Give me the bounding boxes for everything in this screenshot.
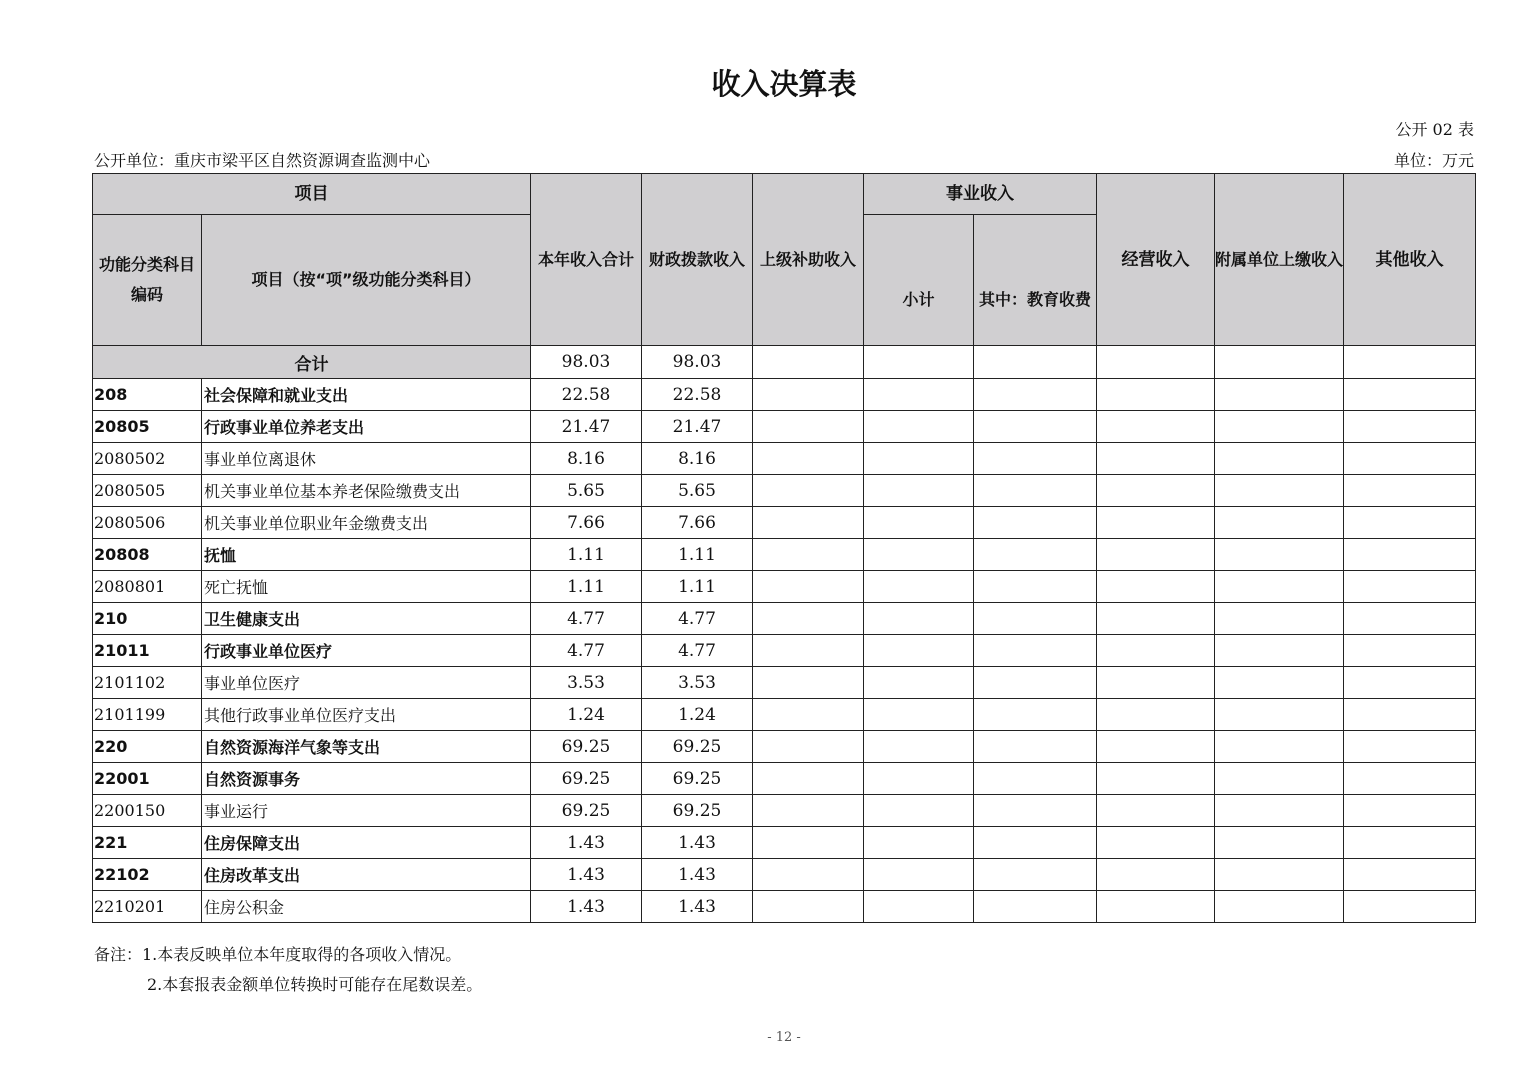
empty-cell	[1097, 731, 1215, 763]
empty-cell	[1215, 667, 1344, 699]
row-code: 22102	[93, 859, 202, 891]
empty-cell	[1097, 507, 1215, 539]
row-code: 20805	[93, 411, 202, 443]
row-code: 20808	[93, 539, 202, 571]
row-total: 8.16	[531, 443, 642, 475]
row-fiscal: 1.11	[642, 539, 753, 571]
empty-cell	[864, 699, 974, 731]
empty-cell	[1097, 539, 1215, 571]
header-subtotal: 小计	[864, 215, 974, 346]
empty-cell	[864, 763, 974, 795]
row-total: 3.53	[531, 667, 642, 699]
row-total: 1.11	[531, 539, 642, 571]
row-name: 死亡抚恤	[202, 571, 531, 603]
table-row	[93, 667, 1476, 699]
note-2: 2.本套报表金额单位转换时可能存在尾数误差。	[147, 975, 483, 994]
empty-cell	[753, 635, 864, 667]
header-other: 其他收入	[1344, 174, 1476, 346]
header-total: 本年收入合计	[531, 174, 642, 346]
header-affiliated: 附属单位上缴收入	[1215, 174, 1344, 346]
header-business: 事业收入	[864, 174, 1097, 215]
empty-cell	[864, 475, 974, 507]
empty-cell	[974, 379, 1097, 411]
empty-cell	[1215, 411, 1344, 443]
row-fiscal: 1.43	[642, 891, 753, 923]
header-name: 项目（按“项”级功能分类科目）	[202, 215, 531, 346]
empty-cell	[1344, 827, 1476, 859]
row-code: 2101199	[93, 699, 202, 731]
empty-cell	[1215, 699, 1344, 731]
row-fiscal: 8.16	[642, 443, 753, 475]
empty-cell	[864, 571, 974, 603]
row-code: 208	[93, 379, 202, 411]
empty-cell	[1097, 443, 1215, 475]
empty-cell	[1215, 443, 1344, 475]
empty-cell	[753, 411, 864, 443]
empty-cell	[753, 763, 864, 795]
row-fiscal: 21.47	[642, 411, 753, 443]
empty-cell	[1344, 891, 1476, 923]
empty-cell	[1344, 443, 1476, 475]
row-name: 事业运行	[202, 795, 531, 827]
empty-cell	[1344, 795, 1476, 827]
empty-cell	[1215, 475, 1344, 507]
empty-cell	[1097, 475, 1215, 507]
header-edu: 其中：教育收费	[974, 215, 1097, 346]
empty-cell	[974, 603, 1097, 635]
row-total: 5.65	[531, 475, 642, 507]
header-operating: 经营收入	[1097, 174, 1215, 346]
table-row	[93, 763, 1476, 795]
row-name: 卫生健康支出	[202, 603, 531, 635]
empty-cell	[974, 507, 1097, 539]
reporting-unit: 公开单位：重庆市梁平区自然资源调查监测中心	[94, 151, 431, 170]
row-total: 1.43	[531, 827, 642, 859]
row-code: 2080506	[93, 507, 202, 539]
table-row	[93, 827, 1476, 859]
empty-cell	[974, 891, 1097, 923]
row-name: 自然资源事务	[202, 763, 531, 795]
row-fiscal: 69.25	[642, 763, 753, 795]
empty-cell	[1215, 795, 1344, 827]
table-row	[93, 699, 1476, 731]
table-row	[93, 539, 1476, 571]
total-fiscal: 98.03	[642, 346, 753, 379]
row-code: 2080502	[93, 443, 202, 475]
empty-cell	[1215, 539, 1344, 571]
row-total: 69.25	[531, 763, 642, 795]
page-number: - 12 -	[767, 1030, 801, 1045]
empty-cell	[864, 603, 974, 635]
row-fiscal: 69.25	[642, 731, 753, 763]
empty-cell	[974, 635, 1097, 667]
row-fiscal: 4.77	[642, 635, 753, 667]
empty-cell	[753, 891, 864, 923]
empty-cell	[974, 539, 1097, 571]
empty-cell	[864, 795, 974, 827]
empty-cell	[753, 539, 864, 571]
income-table	[92, 173, 1476, 923]
empty-cell	[974, 475, 1097, 507]
row-fiscal: 3.53	[642, 667, 753, 699]
empty-cell	[753, 827, 864, 859]
table-row	[93, 731, 1476, 763]
row-name: 其他行政事业单位医疗支出	[202, 699, 531, 731]
row-total: 69.25	[531, 731, 642, 763]
header-superior: 上级补助收入	[753, 174, 864, 346]
notes	[94, 940, 482, 1000]
table-row	[93, 571, 1476, 603]
row-code: 2200150	[93, 795, 202, 827]
table-row	[93, 603, 1476, 635]
row-total: 69.25	[531, 795, 642, 827]
empty-cell	[1344, 571, 1476, 603]
empty-cell	[864, 731, 974, 763]
empty-cell	[974, 859, 1097, 891]
empty-cell	[1344, 475, 1476, 507]
empty-cell	[864, 539, 974, 571]
header-item: 项目	[93, 174, 531, 215]
empty-cell	[1097, 571, 1215, 603]
table-row	[93, 411, 1476, 443]
row-code: 220	[93, 731, 202, 763]
row-name: 行政事业单位养老支出	[202, 411, 531, 443]
row-total: 7.66	[531, 507, 642, 539]
empty-cell	[864, 667, 974, 699]
row-name: 住房改革支出	[202, 859, 531, 891]
empty-cell	[974, 571, 1097, 603]
row-fiscal: 1.43	[642, 827, 753, 859]
empty-cell	[864, 379, 974, 411]
row-fiscal: 1.43	[642, 859, 753, 891]
row-fiscal: 1.11	[642, 571, 753, 603]
row-name: 抚恤	[202, 539, 531, 571]
empty-cell	[1344, 731, 1476, 763]
empty-cell	[1344, 411, 1476, 443]
page-title: 收入决算表	[711, 67, 857, 101]
empty-cell	[974, 731, 1097, 763]
row-code: 21011	[93, 635, 202, 667]
empty-cell	[974, 795, 1097, 827]
empty-cell	[1215, 859, 1344, 891]
empty-cell	[1097, 795, 1215, 827]
table-row	[93, 507, 1476, 539]
row-name: 机关事业单位基本养老保险缴费支出	[202, 475, 531, 507]
row-total: 1.43	[531, 859, 642, 891]
table-row	[93, 635, 1476, 667]
row-name: 事业单位医疗	[202, 667, 531, 699]
row-name: 机关事业单位职业年金缴费支出	[202, 507, 531, 539]
empty-cell	[753, 443, 864, 475]
empty-cell	[864, 635, 974, 667]
empty-cell	[974, 667, 1097, 699]
total-row	[93, 346, 1476, 379]
total-label: 合计	[93, 346, 531, 379]
row-total: 1.11	[531, 571, 642, 603]
row-name: 住房公积金	[202, 891, 531, 923]
table-row	[93, 475, 1476, 507]
row-name: 行政事业单位医疗	[202, 635, 531, 667]
empty-cell	[1344, 667, 1476, 699]
total-amount: 98.03	[531, 346, 642, 379]
header-code: 功能分类科目编码	[93, 215, 202, 346]
row-code: 210	[93, 603, 202, 635]
empty-cell	[864, 443, 974, 475]
empty-cell	[1215, 379, 1344, 411]
form-number: 公开 02 表	[1395, 120, 1474, 139]
empty-cell	[864, 507, 974, 539]
header-fiscal: 财政拨款收入	[642, 174, 753, 346]
row-code: 2210201	[93, 891, 202, 923]
table-body	[93, 346, 1476, 923]
empty-cell	[753, 731, 864, 763]
empty-cell	[1097, 635, 1215, 667]
row-code: 2101102	[93, 667, 202, 699]
row-total: 4.77	[531, 603, 642, 635]
row-name: 社会保障和就业支出	[202, 379, 531, 411]
row-code: 221	[93, 827, 202, 859]
empty-cell	[1097, 603, 1215, 635]
empty-cell	[864, 891, 974, 923]
empty-cell	[1344, 763, 1476, 795]
row-code: 2080505	[93, 475, 202, 507]
empty-cell	[753, 859, 864, 891]
empty-cell	[1215, 763, 1344, 795]
empty-cell	[1344, 379, 1476, 411]
empty-cell	[1344, 635, 1476, 667]
empty-cell	[753, 507, 864, 539]
row-name: 住房保障支出	[202, 827, 531, 859]
empty-cell	[864, 411, 974, 443]
empty-cell	[974, 827, 1097, 859]
empty-cell	[1097, 699, 1215, 731]
row-fiscal: 5.65	[642, 475, 753, 507]
empty-cell	[1097, 411, 1215, 443]
row-total: 22.58	[531, 379, 642, 411]
row-code: 22001	[93, 763, 202, 795]
currency-unit: 单位：万元	[1393, 151, 1474, 170]
empty-cell	[1344, 699, 1476, 731]
row-total: 1.24	[531, 699, 642, 731]
table-row	[93, 859, 1476, 891]
table-row	[93, 795, 1476, 827]
empty-cell	[753, 699, 864, 731]
row-fiscal: 22.58	[642, 379, 753, 411]
empty-cell	[753, 667, 864, 699]
empty-cell	[864, 827, 974, 859]
empty-cell	[753, 379, 864, 411]
empty-cell	[1097, 763, 1215, 795]
row-fiscal: 4.77	[642, 603, 753, 635]
empty-cell	[974, 699, 1097, 731]
empty-cell	[753, 475, 864, 507]
empty-cell	[1344, 539, 1476, 571]
empty-cell	[1097, 891, 1215, 923]
empty-cell	[974, 411, 1097, 443]
row-total: 1.43	[531, 891, 642, 923]
empty-cell	[1215, 635, 1344, 667]
empty-cell	[864, 859, 974, 891]
empty-cell	[1097, 859, 1215, 891]
row-name: 自然资源海洋气象等支出	[202, 731, 531, 763]
empty-cell	[1215, 507, 1344, 539]
row-fiscal: 69.25	[642, 795, 753, 827]
table-row	[93, 379, 1476, 411]
empty-cell	[753, 571, 864, 603]
note-1: 备注：1.本表反映单位本年度取得的各项收入情况。	[94, 945, 462, 964]
empty-cell	[1097, 667, 1215, 699]
empty-cell	[1215, 571, 1344, 603]
empty-cell	[753, 603, 864, 635]
empty-cell	[1215, 731, 1344, 763]
empty-cell	[974, 763, 1097, 795]
empty-cell	[1344, 507, 1476, 539]
empty-cell	[1215, 891, 1344, 923]
row-total: 21.47	[531, 411, 642, 443]
table-row	[93, 891, 1476, 923]
row-name: 事业单位离退休	[202, 443, 531, 475]
row-total: 4.77	[531, 635, 642, 667]
empty-cell	[1215, 827, 1344, 859]
empty-cell	[1215, 603, 1344, 635]
empty-cell	[753, 795, 864, 827]
table-row	[93, 443, 1476, 475]
empty-cell	[1344, 859, 1476, 891]
empty-cell	[974, 443, 1097, 475]
row-code: 2080801	[93, 571, 202, 603]
empty-cell	[1097, 827, 1215, 859]
empty-cell	[1344, 603, 1476, 635]
row-fiscal: 7.66	[642, 507, 753, 539]
row-fiscal: 1.24	[642, 699, 753, 731]
empty-cell	[1097, 379, 1215, 411]
